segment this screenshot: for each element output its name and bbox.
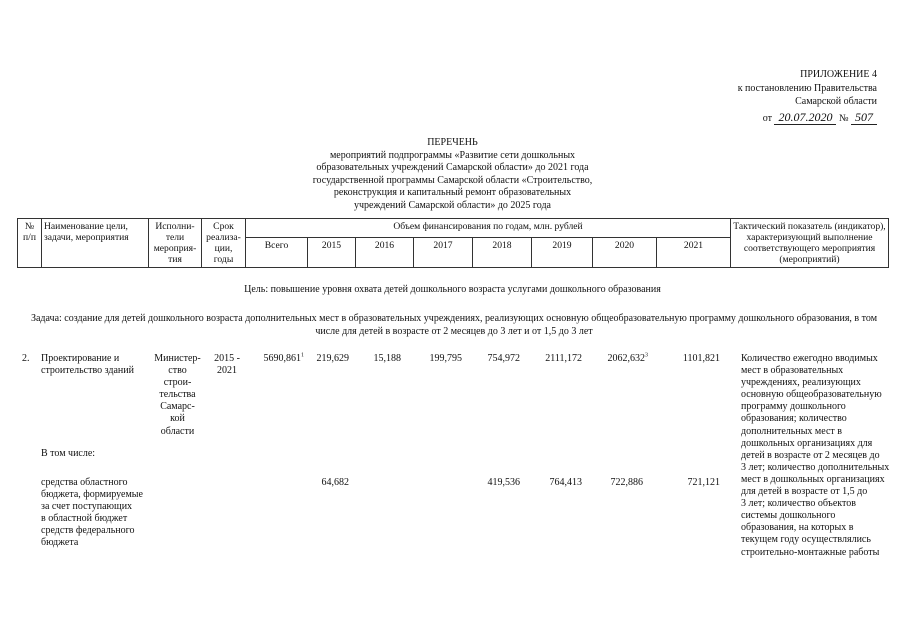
sub-name-line: за счет поступающих xyxy=(41,501,133,513)
indicator-line: учреждениях, реализующих xyxy=(741,377,861,389)
date-prefix: от xyxy=(762,112,772,124)
appendix-title: ПРИЛОЖЕНИЕ 4 xyxy=(800,69,877,80)
item-2019: 2111,172 xyxy=(545,353,582,364)
title-line-1: мероприятий подпрограммы «Развитие сети дошкольных xyxy=(329,149,576,161)
indicator-line: для детей в возрасте от 1,5 до xyxy=(741,486,868,498)
col-header-2015: 2015 xyxy=(308,238,356,268)
sub-item-name xyxy=(41,477,153,550)
goal-text: Цель: повышение уровня охвата детей дошкольного возраста услугами дошкольного образования xyxy=(244,284,661,295)
indicator-line: образования, на которых в xyxy=(741,522,854,534)
col-header-2018: 2018 xyxy=(473,238,532,268)
sub-name-line: в областной бюджет xyxy=(41,513,128,525)
indicator-line: образования; количество xyxy=(741,413,847,425)
decree-date: 20.07.2020 xyxy=(774,110,836,125)
col-header-name: Наименование цели, задачи, мероприятия xyxy=(42,219,149,268)
title-heading: ПЕРЕЧЕНЬ xyxy=(427,137,478,148)
item-name: Проектирование и строительство зданий xyxy=(41,353,134,377)
term-line: 2015 - xyxy=(214,353,240,364)
indicator-line: Количество ежегодно вводимых xyxy=(741,353,878,364)
indicator-line: текущем году осуществлялись xyxy=(741,534,871,546)
sub-name-line: средства областного xyxy=(41,477,128,488)
sub-2020: 722,886 xyxy=(610,477,643,488)
executor-line: тельства xyxy=(159,389,196,401)
document-title xyxy=(0,137,905,213)
sub-name-line: бюджета xyxy=(41,537,79,549)
appendix-date-line xyxy=(738,111,877,126)
appendix-block xyxy=(738,68,877,125)
col-header-2021: 2021 xyxy=(657,238,731,268)
indicator-line: системы дошкольного xyxy=(741,510,836,522)
sub-2019: 764,413 xyxy=(549,477,582,488)
executor-line: строи- xyxy=(163,377,192,389)
appendix-decree: к постановлению Правительства xyxy=(737,82,877,94)
col-header-2019: 2019 xyxy=(532,238,593,268)
executor-line: кой xyxy=(170,413,185,425)
indicator-line: программу дошкольного xyxy=(741,401,846,413)
sub-2015: 64,682 xyxy=(321,477,349,488)
col-header-funding: Объем финансирования по годам, млн. рублей xyxy=(246,219,731,238)
appendix-region: Самарской области xyxy=(795,96,877,107)
item-indicator xyxy=(741,353,899,559)
item-total-value: 5690,861 xyxy=(263,353,301,364)
executor-line: Самарс- xyxy=(160,401,195,413)
title-line-3: государственной программы Самарской области «Строительство, xyxy=(312,174,593,186)
col-header-2017: 2017 xyxy=(414,238,473,268)
col-header-term: Срок реализа-ции, годы xyxy=(202,219,246,268)
item-2020-footnote: 3 xyxy=(645,352,648,359)
title-line-2: образовательных учреждений Самарской области» до 2021 года xyxy=(316,162,589,174)
col-header-indicator: Тактический показатель (индикатор), характеризующий выполнение соответствующего мероприятия (мероприятий) xyxy=(731,219,889,268)
executor-line: области xyxy=(160,425,195,437)
sub-name-line: средств федерального xyxy=(41,525,135,537)
item-2020 xyxy=(583,353,648,365)
item-2017: 199,795 xyxy=(429,353,462,364)
col-header-executor: Исполни-тели мероприя-тия xyxy=(149,219,202,268)
sub-2018: 419,536 xyxy=(487,477,520,488)
item-number: 2. xyxy=(22,353,30,364)
col-header-num: № п/п xyxy=(18,219,42,268)
col-header-2020: 2020 xyxy=(593,238,657,268)
executor-line: ство xyxy=(168,365,187,377)
sub-name-line: бюджета, формируемые xyxy=(41,489,143,501)
title-line-4: реконструкция и капитальный ремонт образовательных xyxy=(333,187,572,199)
item-term xyxy=(207,353,247,377)
indicator-line: 3 лет; количество дополнительных xyxy=(741,461,890,473)
item-2021: 1101,821 xyxy=(682,353,720,364)
indicator-line: основную общеобразовательную xyxy=(741,389,882,401)
executor-line: Министер- xyxy=(154,353,201,364)
indicator-line: мест в образовательных xyxy=(741,365,844,377)
indicator-line: дошкольных организациях для xyxy=(741,437,873,449)
decree-number: 507 xyxy=(851,110,877,125)
indicator-line: дополнительных мест в xyxy=(741,425,842,437)
including-label: В том числе: xyxy=(41,448,96,459)
item-2020-value: 2062,632 xyxy=(607,353,645,364)
item-2016: 15,188 xyxy=(373,353,401,364)
sub-2021: 721,121 xyxy=(687,477,720,488)
header-table xyxy=(17,218,889,268)
title-line-5: учреждений Самарской области» до 2025 года xyxy=(353,199,551,211)
item-total xyxy=(248,353,304,365)
col-header-total: Всего xyxy=(246,238,308,268)
col-header-2016: 2016 xyxy=(356,238,414,268)
item-executor xyxy=(150,353,205,438)
item-2018: 754,972 xyxy=(487,353,520,364)
item-2015: 219,629 xyxy=(316,353,349,364)
indicator-line: мест в дошкольных организациях xyxy=(741,473,885,485)
term-line: 2021 xyxy=(217,365,237,377)
indicator-line: строительно-монтажные работы xyxy=(741,546,880,558)
number-prefix: № xyxy=(838,112,849,124)
task-text: Задача: создание для детей дошкольного возраста дополнительных мест в образовательных учреждениях, реализующих основную общеобразовательную программу дошкольного образования, в том числе для детей в возрасте от 2 месяцев до 3 лет и от 1,5 до 3 лет xyxy=(30,313,878,337)
item-total-footnote: 1 xyxy=(301,352,304,359)
indicator-line: 3 лет; количество объектов xyxy=(741,498,856,510)
indicator-line: детей в возрасте от 2 месяцев до xyxy=(741,449,880,461)
